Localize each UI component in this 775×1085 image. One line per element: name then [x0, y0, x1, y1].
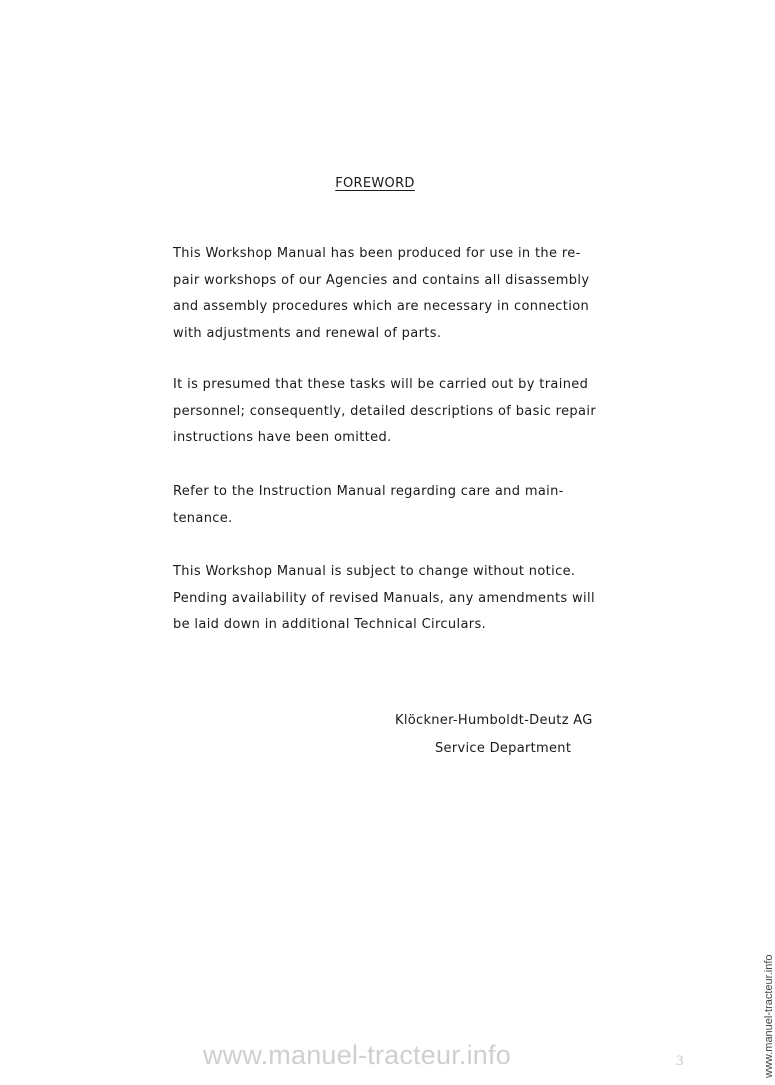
paragraph-changes [173, 559, 613, 639]
page-title: FOREWORD [335, 176, 415, 191]
paragraph-line: personnel; consequently, detailed descriptions of basic repair [173, 403, 597, 419]
watermark-side: www.manuel-tracteur.info [763, 954, 775, 1078]
signature-company: Klöckner-Humboldt-Deutz AG [395, 713, 593, 728]
paragraph-instruction-manual [173, 479, 613, 532]
paragraph-line: instructions have been omitted. [173, 430, 392, 445]
paragraph-line: It is presumed that these tasks will be carried out by trained [173, 377, 589, 392]
paragraph-line: with adjustments and renewal of parts. [173, 325, 442, 341]
paragraph-line: and assembly procedures which are necessary in connection [173, 299, 590, 314]
paragraph-line: This Workshop Manual is subject to change without notice. [173, 564, 576, 579]
watermark-bottom: www.manuel-tracteur.info [203, 1040, 511, 1070]
paragraph-purpose [173, 241, 613, 347]
paragraph-line: be laid down in additional Technical Circulars. [173, 617, 487, 632]
signature-block [395, 707, 635, 763]
paragraph-line: tenance. [173, 510, 233, 526]
paragraph-line: This Workshop Manual has been produced for use in the re- [173, 246, 581, 261]
paragraph-personnel [173, 372, 613, 452]
paragraph-line: Refer to the Instruction Manual regarding care and main- [173, 484, 564, 499]
page-number: 3 [676, 1053, 684, 1069]
paragraph-line: pair workshops of our Agencies and contains all disassembly [173, 272, 590, 288]
paragraph-line: Pending availability of revised Manuals, any amendments will [173, 590, 595, 606]
signature-department: Service Department [435, 741, 572, 756]
